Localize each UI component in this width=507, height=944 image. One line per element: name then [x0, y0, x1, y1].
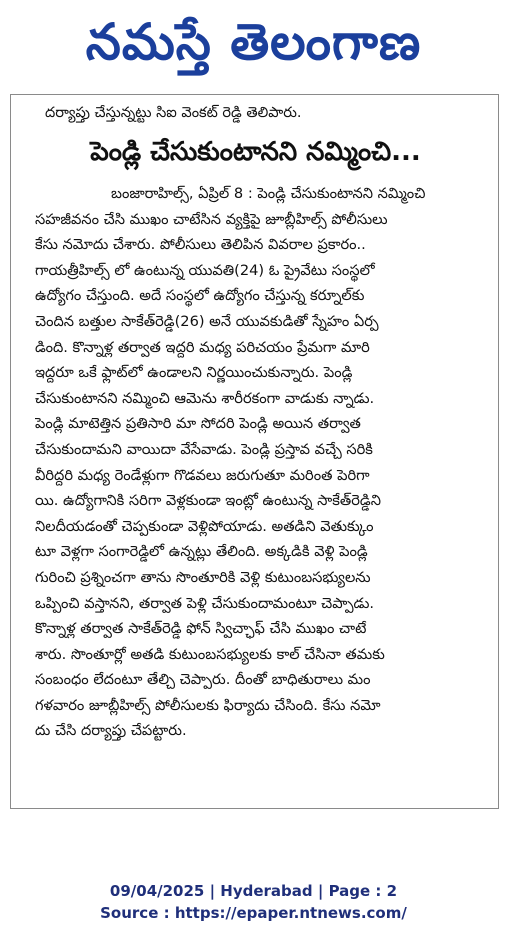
article-line: సహజీవనం చేసి ముఖం చాటేసిన వ్యక్తిపై జూబ్లీహిల్స్ పోలీసులు — [35, 210, 388, 228]
article-line: కొన్నాళ్ల తర్వాత సాకేత్‌రెడ్డి ఫోన్ స్విచ్ఛాఫ్ చేసి ముఖం చాటే — [35, 620, 367, 638]
page-footer — [0, 880, 507, 924]
article-line: శారు. సొంతూర్లో అతడి కుటుంబసభ్యులకు కాల్ చేసినా తమకు — [35, 645, 385, 663]
article-line: ఒప్పించి వస్తానని, తర్వాత పెళ్లి చేసుకుందామంటూ చెప్పాడు. — [35, 594, 375, 612]
article-line: నిలదీయడంతో చెప్పకుండా వెళ్లిపోయాడు. అతడిని వెతుక్కుం — [35, 517, 374, 535]
article-line: ఉద్యోగం చేస్తుంది. అదే సంస్థలో ఉద్యోగం చేస్తున్న కర్నూల్‌కు — [35, 287, 365, 305]
article-line: చేసుకుందామని వాయిదా వేసేవాడు. పెండ్లి ప్రస్తావ వచ్చే సరికి — [35, 440, 373, 458]
article-line: సంబంధం లేదంటూ తేల్చి చెప్పారు. దీంతో బాధితురాలు మం — [35, 671, 371, 689]
article-line: బంజారాహిల్స్, ఏప్రిల్ 8 : పెండ్లి చేసుకుంటానని నమ్మించి — [111, 185, 426, 202]
article-line: పెండ్లి మాటెత్తిన ప్రతిసారి మా సోదరి పెండ్లి అయిన తర్వాత — [35, 415, 361, 433]
edition-info: 09/04/2025 | Hyderabad | Page : 2 — [109, 882, 398, 900]
article-line: యి. ఉద్యోగానికి సరిగా వెళ్లకుండా ఇంట్లో ఉంటున్న సాకేత్‌రెడ్డిని — [35, 492, 381, 510]
article-line: వీరిద్దరి మధ్య రెండేళ్లుగా గొడవలు జరుగుతూ మరింత పెరిగా — [35, 466, 370, 484]
article-line: చెందిన బత్తుల సాకేత్‌రెడ్డి(26) అనే యువకుడితో స్నేహం ఏర్ప — [35, 312, 379, 330]
article-line: గాయత్రీహిల్స్ లో ఉంటున్న యువతి(24) ఓ ప్రైవేటు సంస్థలో — [35, 261, 375, 279]
previous-article-tail: దర్యాప్తు చేస్తున్నట్టు సిఐ వెంకట్ రెడ్డి తెలిపారు. — [45, 105, 302, 121]
article-line: గురించి ప్రశ్నించగా తాను సొంతూరికి వెళ్లి కుటుంబసభ్యులను — [35, 568, 371, 586]
article-line: ఇద్దరూ ఒకే ఫ్లాట్‌లో ఉండాలని నిర్ణయించుకున్నారు. పెండ్లి — [35, 364, 353, 382]
article-line: దు చేసి దర్యాప్తు చేపట్టారు. — [35, 722, 187, 740]
article-line: కేసు నమోదు చేశారు. పోలీసులు తెలిపిన వివరాల ప్రకారం.. — [35, 236, 366, 254]
masthead — [0, 0, 507, 84]
article-line: టూ వెళ్లగా సంగారెడ్డిలో ఉన్నట్లు తేలింది. అక్కడికి వెళ్లి పెండ్లి — [35, 543, 368, 561]
article-line: డింది. కొన్నాళ్ల తర్వాత ఇద్దరి మధ్య పరిచయం ప్రేమగా మారి — [35, 338, 370, 356]
article-headline: పెండ్లి చేసుకుంటానని నమ్మించి... — [90, 137, 421, 167]
article-line: గళవారం జూబ్లీహిల్స్ పోలీసులకు ఫిర్యాదు చేసింది. కేసు నమో — [35, 696, 381, 714]
article-body — [35, 181, 491, 744]
newspaper-logo: నమస్తే తెలంగాణ — [85, 13, 422, 71]
source-link[interactable]: Source : https://epaper.ntnews.com/ — [100, 904, 407, 922]
news-clipping — [10, 94, 499, 809]
article-line: చేసుకుంటానని నమ్మించి ఆమెను శారీరకంగా వాడుకు న్నాడు. — [35, 389, 375, 407]
